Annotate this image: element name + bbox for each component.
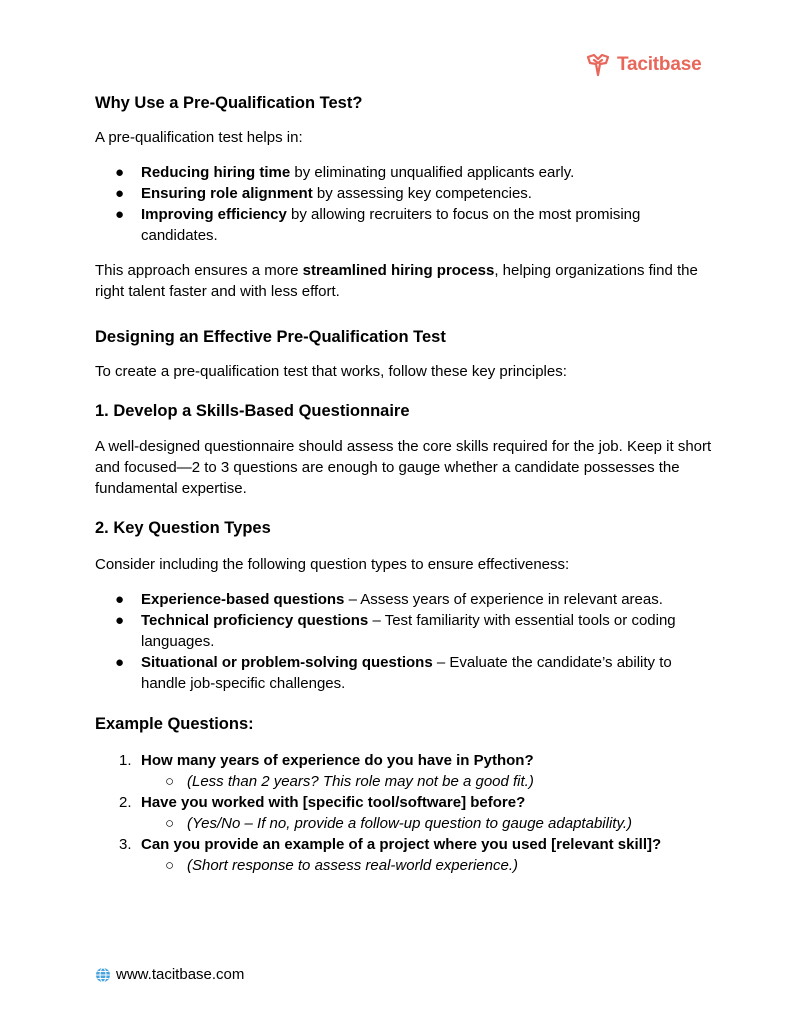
- sub-text: (Less than 2 years? This role may not be a good fit.): [187, 773, 534, 790]
- item-text: by eliminating unqualified applicants early.: [290, 164, 575, 181]
- brand-logo: [585, 52, 701, 78]
- list-item: [95, 610, 715, 652]
- sub-item: [141, 771, 715, 792]
- text-span: , helping organizations find the right talent faster and with less effort.: [95, 262, 698, 300]
- item-text: – Test familiarity with essential tools or coding languages.: [141, 612, 676, 650]
- item-bold: Experience-based questions: [141, 591, 345, 608]
- paragraph-questionnaire: A well-designed questionnaire should assess the core skills required for the job. Keep it short and focused—2 to 3 questions are enough to gauge whether a candidate possesses the fundamental expertise.: [95, 438, 712, 497]
- bullet-icon: ●: [115, 612, 125, 629]
- item-bold: Reducing hiring time: [141, 164, 291, 181]
- list-item: [95, 652, 715, 694]
- example-questions-list: [95, 750, 715, 876]
- heading-question-types: 2. Key Question Types: [95, 519, 271, 537]
- footer-url[interactable]: www.tacitbase.com: [116, 966, 245, 983]
- list-item: [95, 589, 715, 610]
- item-text: – Assess years of experience in relevant areas.: [344, 591, 663, 608]
- item-bold: Ensuring role alignment: [141, 185, 313, 202]
- sub-item: [141, 813, 715, 834]
- text-bold: streamlined hiring process: [302, 262, 495, 279]
- benefits-list: [95, 162, 715, 246]
- bullet-icon: ●: [115, 591, 125, 608]
- sub-text: (Short response to assess real-world experience.): [187, 857, 518, 874]
- heading-skills-questionnaire: 1. Develop a Skills-Based Questionnaire: [95, 402, 410, 420]
- question-types-list: [95, 589, 715, 694]
- circle-bullet-icon: ○: [165, 773, 175, 790]
- heading-example-questions: Example Questions:: [95, 715, 254, 733]
- sub-item: [141, 855, 715, 876]
- bullet-icon: ●: [115, 654, 125, 671]
- sub-text: (Yes/No – If no, provide a follow-up question to gauge adaptability.): [187, 815, 632, 832]
- list-item: [95, 204, 715, 246]
- footer: [95, 966, 244, 983]
- globe-icon: [95, 967, 111, 983]
- item-bold: Situational or problem-solving questions: [141, 654, 433, 671]
- bullet-icon: ●: [115, 206, 125, 223]
- list-item: [95, 750, 715, 792]
- text-span: This approach ensures a more: [95, 262, 303, 279]
- item-text: by assessing key competencies.: [312, 185, 532, 202]
- item-bold: Technical proficiency questions: [141, 612, 369, 629]
- item-text: – Evaluate the candidate’s ability to handle job-specific challenges.: [141, 654, 672, 692]
- item-number: 1.: [119, 752, 132, 769]
- question-text: Have you worked with [specific tool/software] before?: [141, 794, 526, 811]
- item-text: by allowing recruiters to focus on the most promising candidates.: [141, 206, 641, 244]
- list-item: [95, 834, 715, 876]
- list-item: [95, 792, 715, 834]
- paragraph-question-types: Consider including the following question types to ensure effectiveness:: [95, 556, 570, 573]
- paragraph-closing: [95, 260, 715, 302]
- list-item: [95, 183, 715, 204]
- bullet-icon: ●: [115, 164, 125, 181]
- item-bold: Improving efficiency: [141, 206, 287, 223]
- item-number: 3.: [119, 836, 132, 853]
- circle-bullet-icon: ○: [165, 815, 175, 832]
- tacitbase-logo-icon: [585, 52, 611, 78]
- list-item: [95, 162, 715, 183]
- circle-bullet-icon: ○: [165, 857, 175, 874]
- brand-name: Tacitbase: [617, 54, 702, 75]
- question-text: Can you provide an example of a project where you used [relevant skill]?: [141, 836, 662, 853]
- paragraph-intro: A pre-qualification test helps in:: [95, 129, 303, 146]
- document-body: [95, 92, 715, 876]
- question-text: How many years of experience do you have in Python?: [141, 752, 534, 769]
- heading-why-use: Why Use a Pre-Qualification Test?: [95, 94, 363, 112]
- bullet-icon: ●: [115, 185, 125, 202]
- heading-designing: Designing an Effective Pre-Qualification Test: [95, 328, 446, 346]
- paragraph-principles: To create a pre-qualification test that works, follow these key principles:: [95, 363, 567, 380]
- item-number: 2.: [119, 794, 132, 811]
